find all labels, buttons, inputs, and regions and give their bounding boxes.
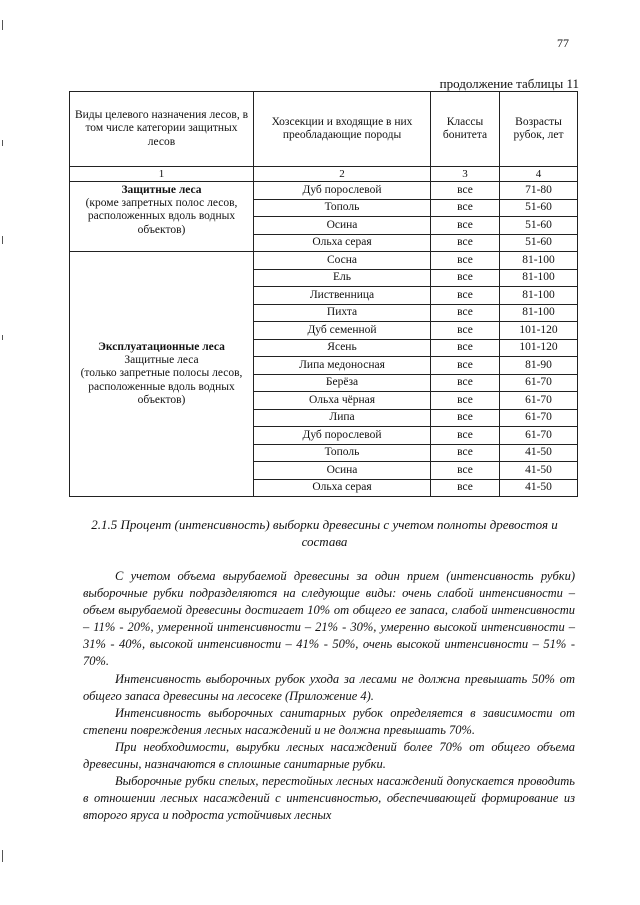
class-cell: все xyxy=(431,462,500,480)
class-cell: все xyxy=(431,182,500,200)
age-cell: 51-60 xyxy=(500,199,578,217)
column-number: 2 xyxy=(254,167,431,182)
age-cell: 71-80 xyxy=(500,182,578,200)
class-cell: все xyxy=(431,217,500,235)
species-cell: Ольха чёрная xyxy=(254,392,431,410)
class-cell: все xyxy=(431,304,500,322)
age-cell: 81-100 xyxy=(500,287,578,305)
header-class: Классы бонитета xyxy=(431,92,500,167)
column-number: 3 xyxy=(431,167,500,182)
age-cell: 51-60 xyxy=(500,234,578,252)
class-cell: все xyxy=(431,252,500,270)
class-cell: все xyxy=(431,427,500,445)
species-cell: Дуб порослевой xyxy=(254,427,431,445)
age-cell: 61-70 xyxy=(500,427,578,445)
age-cell: 61-70 xyxy=(500,392,578,410)
age-cell: 81-90 xyxy=(500,357,578,375)
species-cell: Липа xyxy=(254,409,431,427)
age-cell: 41-50 xyxy=(500,462,578,480)
header-age: Возрасты рубок, лет xyxy=(500,92,578,167)
table-row xyxy=(70,252,578,270)
age-cell: 101-120 xyxy=(500,339,578,357)
class-cell: все xyxy=(431,199,500,217)
category-title: Защитные леса xyxy=(121,184,202,196)
age-cell: 61-70 xyxy=(500,374,578,392)
header-purpose: Виды целевого назначения лесов, в том числе категории защитных лесов xyxy=(70,92,254,167)
species-cell: Осина xyxy=(254,217,431,235)
class-cell: все xyxy=(431,392,500,410)
species-cell: Пихта xyxy=(254,304,431,322)
species-cell: Ольха серая xyxy=(254,234,431,252)
cutting-age-table xyxy=(69,91,578,497)
age-cell: 61-70 xyxy=(500,409,578,427)
age-cell: 41-50 xyxy=(500,444,578,462)
category-protective xyxy=(70,182,254,252)
species-cell: Дуб семенной xyxy=(254,322,431,340)
paragraph: С учетом объема вырубаемой древесины за один прием (интенсивность рубки) выборочные рубки подразделяются на следующие виды: очень слабой интенсивности – объем вырубаемой древесины достигает 10% от общего ее запаса, слабой интенсивности – 11% - 20%, умеренной интенсивности – 21% - 30%, умеренно высокой интенсивности – 31% - 40%, высокой интенсивности – 41% - 50%, очень высокой интенсивности – 51% - 70%. xyxy=(83,569,575,669)
class-cell: все xyxy=(431,287,500,305)
species-cell: Лиственница xyxy=(254,287,431,305)
species-cell: Сосна xyxy=(254,252,431,270)
species-cell: Ясень xyxy=(254,339,431,357)
class-cell: все xyxy=(431,357,500,375)
paragraph: При необходимости, вырубки лесных насаждений более 70% от общего объема древесины, назначаются в сплошные санитарные рубки. xyxy=(83,739,575,772)
species-cell: Осина xyxy=(254,462,431,480)
age-cell: 51-60 xyxy=(500,217,578,235)
table-header-row xyxy=(70,92,578,167)
species-cell: Ель xyxy=(254,269,431,287)
body-text xyxy=(83,568,575,824)
table-continuation-label: продолжение таблицы 11 xyxy=(439,76,579,91)
page-number: 77 xyxy=(557,36,569,50)
class-cell: все xyxy=(431,322,500,340)
class-cell: все xyxy=(431,444,500,462)
class-cell: все xyxy=(431,269,500,287)
species-cell: Дуб порослевой xyxy=(254,182,431,200)
category-subtitle: (кроме запретных полос лесов, расположенных вдоль водных объектов) xyxy=(85,197,238,236)
species-cell: Тополь xyxy=(254,444,431,462)
age-cell: 41-50 xyxy=(500,479,578,497)
column-number-row xyxy=(70,167,578,182)
paragraph: Выборочные рубки спелых, перестойных лесных насаждений допускается проводить в отношении лесных насаждений с интенсивностью, обеспечивающей формирование из второго яруса и подроста устойчивых лесных xyxy=(83,774,575,823)
species-cell: Липа медоносная xyxy=(254,357,431,375)
age-cell: 101-120 xyxy=(500,322,578,340)
class-cell: все xyxy=(431,374,500,392)
paragraph: Интенсивность выборочных рубок ухода за лесами не должна превышать 50% от общего запаса древесины на лесосеке (Приложение 4). xyxy=(83,671,575,703)
species-cell: Ольха серая xyxy=(254,479,431,497)
age-cell: 81-100 xyxy=(500,304,578,322)
column-number: 1 xyxy=(70,167,254,182)
age-cell: 81-100 xyxy=(500,269,578,287)
header-species: Хозсекции и входящие в них преобладающие породы xyxy=(254,92,431,167)
class-cell: все xyxy=(431,234,500,252)
margin-marks xyxy=(2,0,4,905)
category-subtitle: (только запретные полосы лесов, расположенные вдоль водных объектов) xyxy=(80,367,243,406)
table-row xyxy=(70,182,578,200)
section-heading: 2.1.5 Процент (интенсивность) выборки древесины с учетом полноты древостоя и состава xyxy=(91,517,558,549)
class-cell: все xyxy=(431,479,500,497)
category-line2: Защитные леса xyxy=(124,354,199,367)
class-cell: все xyxy=(431,409,500,427)
paragraph: Интенсивность выборочных санитарных рубок определяется в зависимости от степени повреждения лесных насаждений и не должна превышать 70%. xyxy=(83,705,575,737)
category-title: Эксплуатационные леса xyxy=(98,340,225,353)
column-number: 4 xyxy=(500,167,578,182)
species-cell: Тополь xyxy=(254,199,431,217)
age-cell: 81-100 xyxy=(500,252,578,270)
category-exploitation xyxy=(70,252,254,497)
species-cell: Берёза xyxy=(254,374,431,392)
class-cell: все xyxy=(431,339,500,357)
